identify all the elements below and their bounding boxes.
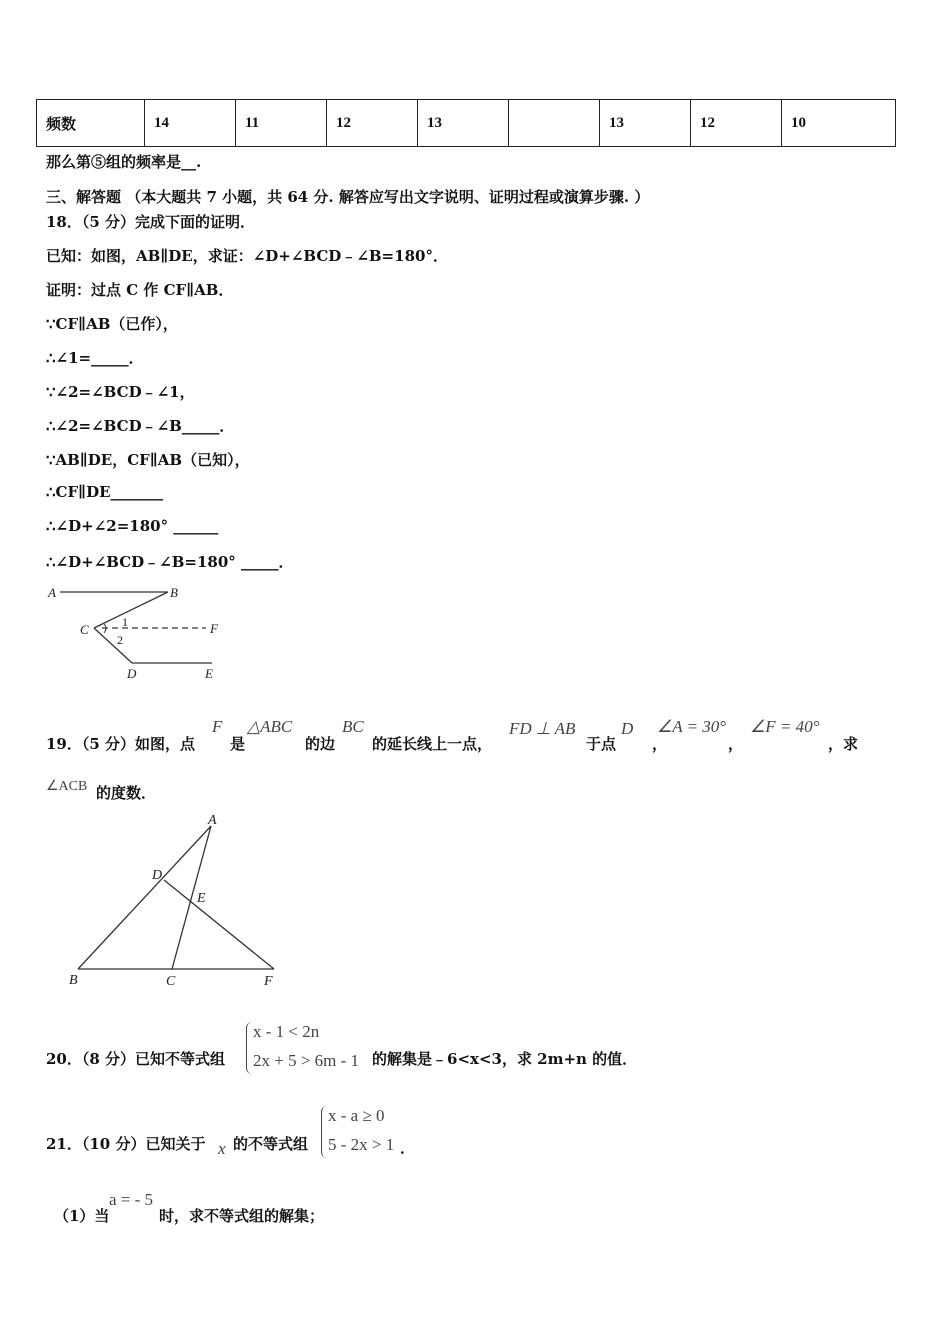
- q19-text: ，: [728, 735, 744, 753]
- q19-text: ，求: [828, 735, 859, 753]
- q21-number: 21．（10 分）已知关于: [46, 1135, 206, 1153]
- q20-text: 的解集是﹣6<x<3，求 2m+n 的值．: [372, 1050, 638, 1068]
- label-e: E: [205, 666, 213, 681]
- label-b: B: [69, 973, 78, 988]
- q18-line: ∴∠2=∠BCD﹣∠B_____．: [46, 417, 235, 435]
- label-c: C: [80, 622, 89, 637]
- q19-angle-a: ∠A = 30°: [657, 717, 727, 736]
- table-cell: 13: [418, 100, 509, 147]
- q19-number: 19．（5 分）如图，点: [46, 735, 196, 753]
- q21-sub1-condition: a = - 5: [109, 1190, 154, 1209]
- q21-inequality-1: x - a ≥ 0: [328, 1106, 385, 1125]
- segment-cd: [94, 628, 132, 663]
- q21-text: ．: [400, 1139, 416, 1157]
- table-row: [37, 100, 896, 147]
- q21-text: 的不等式组: [233, 1135, 309, 1153]
- q21-variable-x: x: [218, 1139, 226, 1158]
- q19-text: 是: [230, 735, 246, 753]
- q18-line: ∴∠D+∠2=180° ______: [46, 517, 219, 535]
- q19-text: 的边: [305, 735, 336, 753]
- q18-line: 已知：如图，AB∥DE，求证：∠D+∠BCD﹣∠B=180°．: [46, 247, 448, 265]
- q19-text: 的度数．: [96, 784, 157, 802]
- table-cell: 14: [145, 100, 236, 147]
- q18-line: 证明：过点 C 作 CF∥AB．: [46, 281, 234, 299]
- q19-triangle: △ABC: [247, 717, 293, 736]
- q18-line: ∴∠1=_____．: [46, 349, 144, 367]
- q19-text: 于点: [586, 735, 617, 753]
- segment-df: [164, 880, 274, 969]
- table-cell: 11: [236, 100, 327, 147]
- q21-sub1-prefix: （1）当: [54, 1207, 110, 1225]
- q19-text: 的延长线上一点，: [372, 735, 493, 753]
- q17-tail-line: 那么第⑤组的频率是__.: [46, 153, 202, 171]
- q20-inequality-2: 2x + 5 > 6m - 1: [253, 1051, 360, 1070]
- frequency-table: [36, 99, 896, 147]
- label-f: F: [264, 974, 273, 989]
- table-cell: 13: [600, 100, 691, 147]
- table-cell: 10: [782, 100, 896, 147]
- label-e: E: [197, 891, 206, 906]
- brace-icon: [246, 1022, 252, 1074]
- q19-text: ，: [652, 735, 668, 753]
- q19-point-d: D: [621, 719, 634, 738]
- q18-figure: [40, 580, 240, 685]
- q19-figure: [60, 810, 300, 990]
- q19-angle-f: ∠F = 40°: [750, 717, 820, 736]
- table-cell: [509, 100, 600, 147]
- q20-inequality-1: x - 1 < 2n: [253, 1022, 320, 1041]
- q19-perpendicular: FD ⊥ AB: [509, 719, 576, 738]
- q20-number: 20．（8 分）已知不等式组: [46, 1050, 226, 1068]
- label-c: C: [166, 974, 176, 989]
- q18-line: ∵∠2=∠BCD﹣∠1，: [46, 383, 195, 401]
- label-angle-1: 1: [122, 615, 128, 629]
- table-row-label: 频数: [37, 100, 145, 147]
- table-cell: 12: [691, 100, 782, 147]
- q18-heading: 18．（5 分）完成下面的证明．: [46, 213, 256, 231]
- q21-inequality-2: 5 - 2x > 1: [328, 1135, 395, 1154]
- segment-bc: [94, 592, 168, 628]
- label-a: A: [48, 585, 56, 600]
- q18-line: ∵AB∥DE，CF∥AB（已知），: [46, 451, 250, 469]
- table-cell: 12: [327, 100, 418, 147]
- q18-line: ∵CF∥AB（已作），: [46, 315, 178, 333]
- q21-sub1-text: 时，求不等式组的解集；: [159, 1207, 325, 1225]
- label-a: A: [208, 813, 217, 828]
- brace-icon: [321, 1106, 327, 1158]
- section-heading: 三、解答题 （本大题共 7 小题，共 64 分. 解答应写出文字说明、证明过程或演算步骤. ）: [46, 188, 650, 206]
- label-d: D: [127, 666, 137, 681]
- label-f: F: [210, 621, 218, 636]
- label-d: D: [152, 868, 163, 883]
- label-angle-2: 2: [117, 633, 123, 647]
- q18-line: ∴CF∥DE_______: [46, 483, 164, 501]
- q18-line: ∴∠D+∠BCD﹣∠B=180° _____．: [46, 553, 294, 571]
- q19-point-f: F: [212, 717, 223, 736]
- q19-angle-acb: ∠ACB: [46, 779, 88, 794]
- label-b: B: [170, 585, 178, 600]
- q19-side-bc: BC: [342, 717, 364, 736]
